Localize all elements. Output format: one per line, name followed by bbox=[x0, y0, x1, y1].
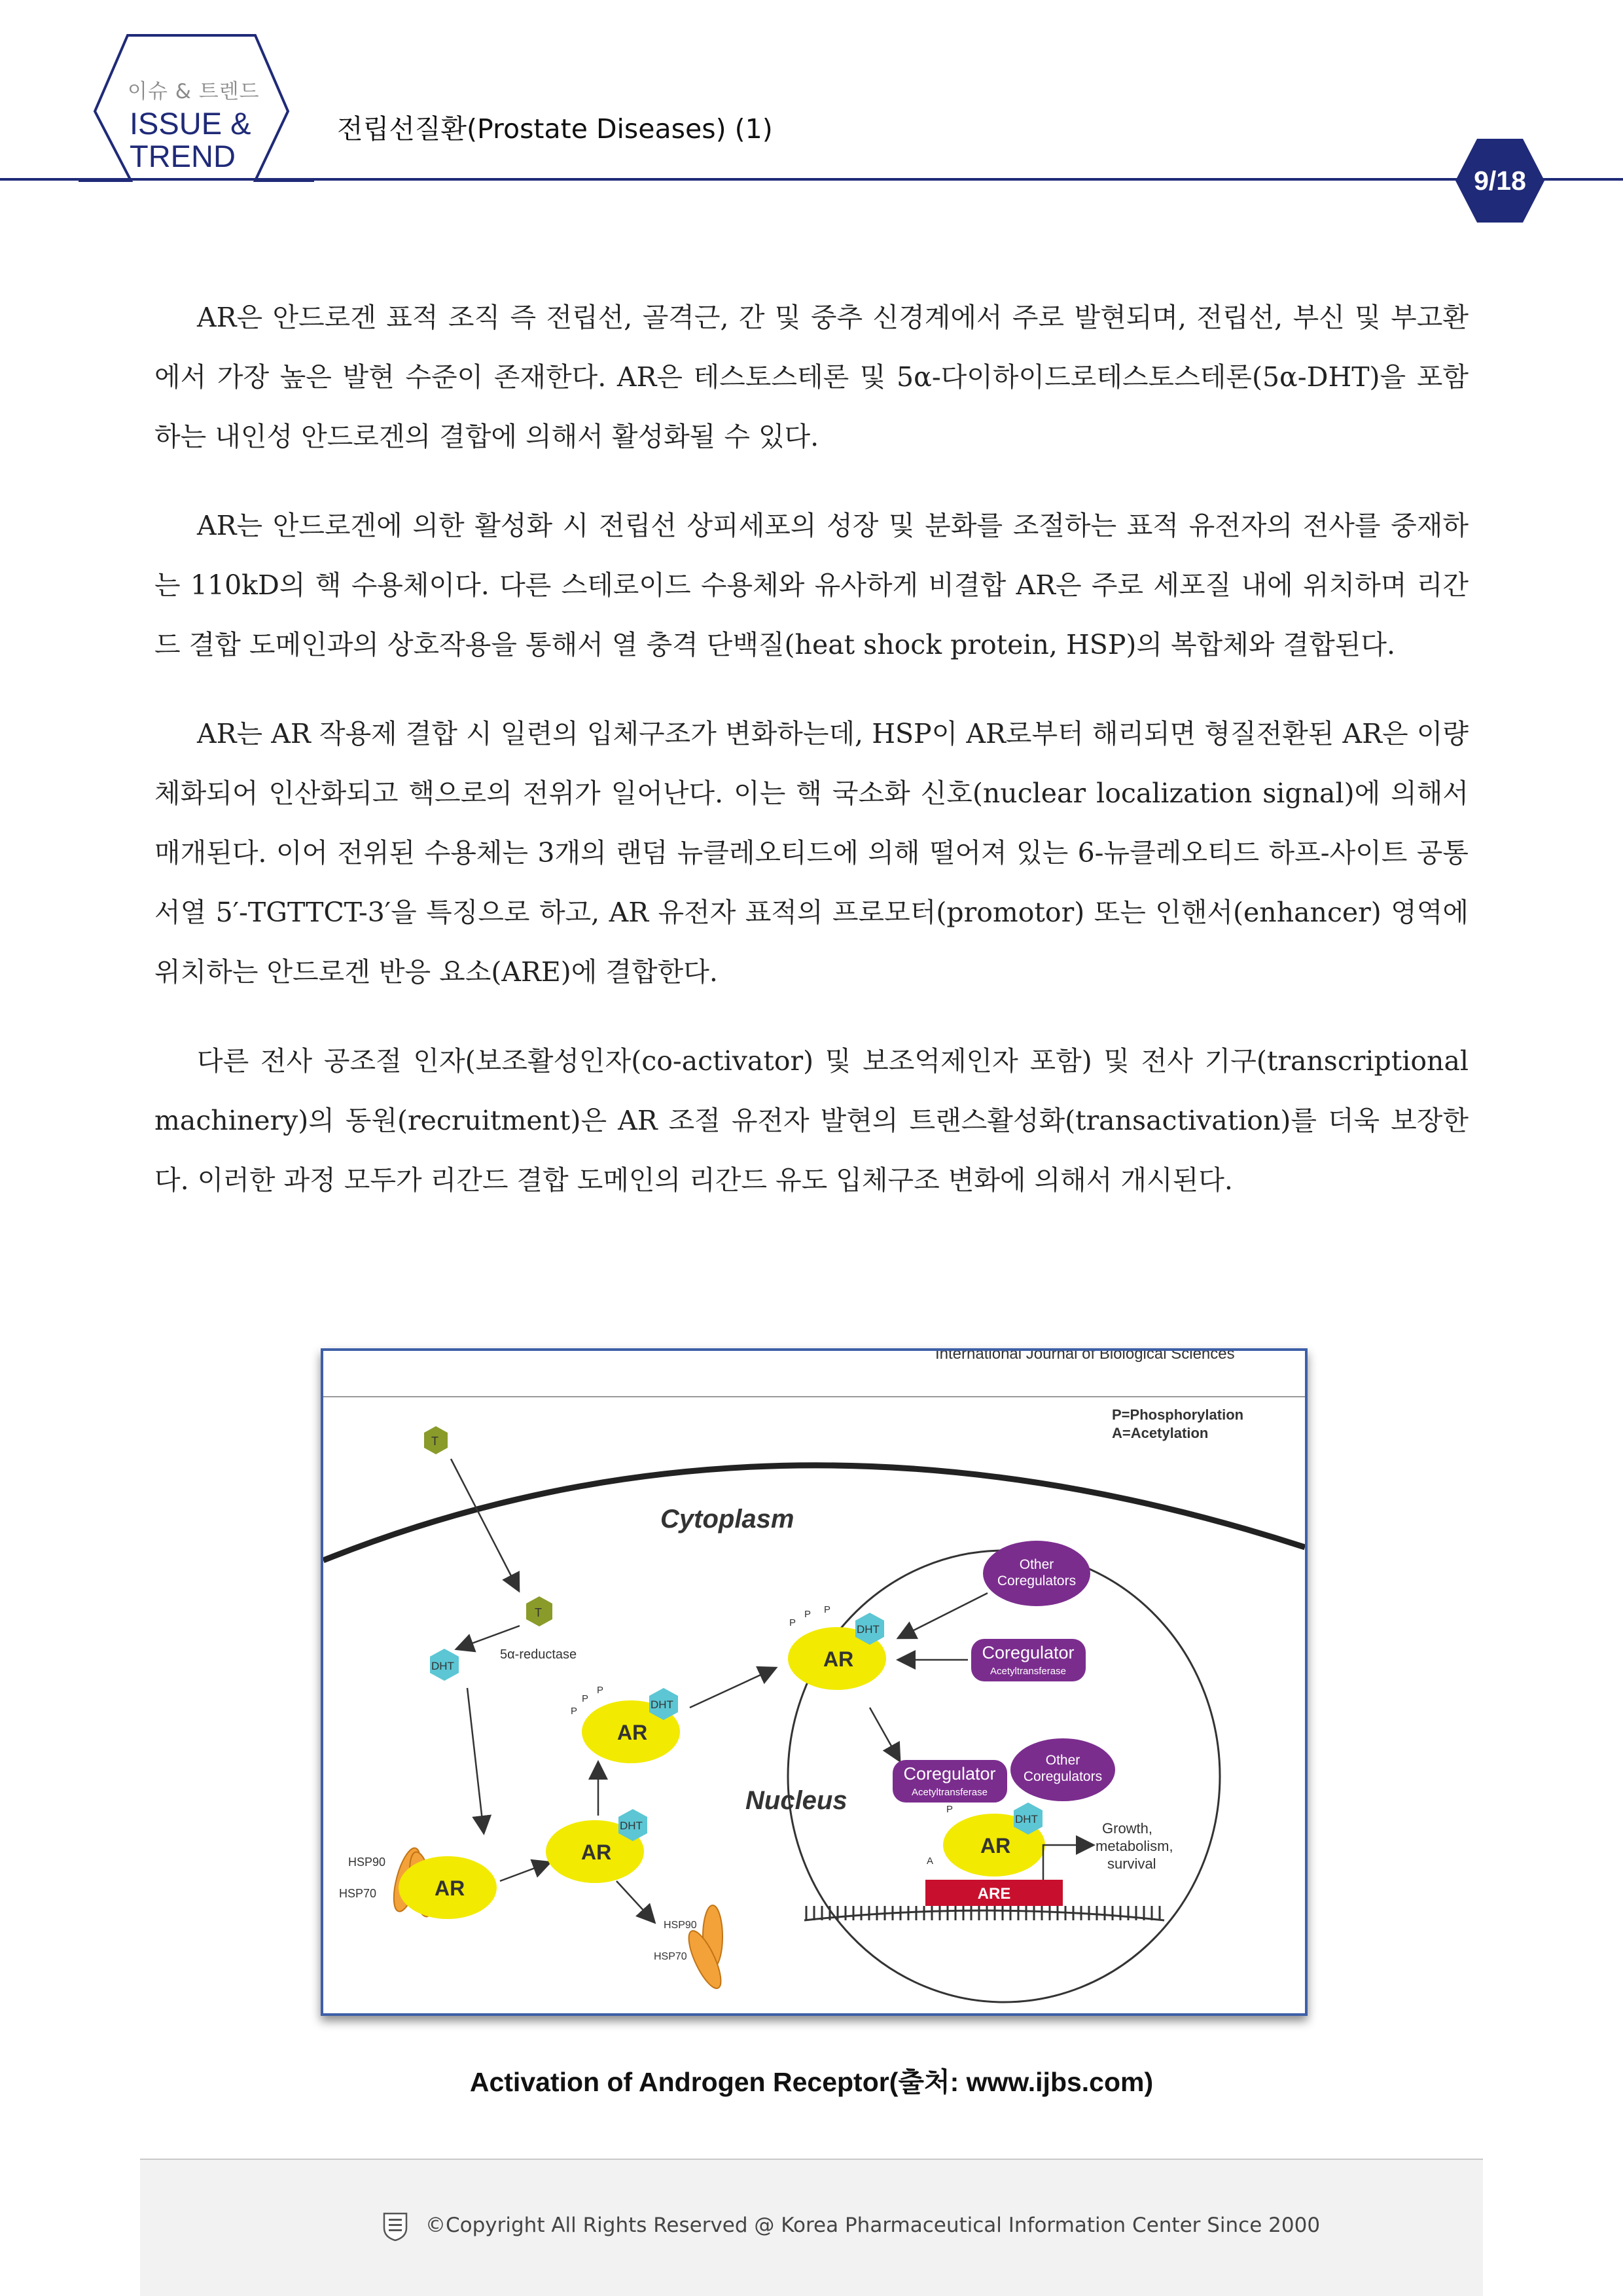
phospho-label: P bbox=[789, 1617, 796, 1628]
metabolism-label: metabolism, bbox=[1096, 1838, 1173, 1854]
logo-title-line2: TREND bbox=[130, 139, 236, 173]
legend-phosphorylation: P=Phosphorylation bbox=[1112, 1407, 1244, 1423]
shield-icon bbox=[383, 2212, 408, 2241]
coregulators-label: Coregulators bbox=[1023, 1769, 1103, 1784]
phospho-label: P bbox=[824, 1604, 831, 1615]
testosterone-label: T bbox=[431, 1435, 438, 1448]
figure-androgen-receptor bbox=[321, 1348, 1308, 2016]
testosterone-label: T bbox=[535, 1606, 542, 1619]
other-label: Other bbox=[1019, 1557, 1054, 1572]
reductase-label: 5α-reductase bbox=[500, 1647, 577, 1662]
logo-title-line1: ISSUE & bbox=[130, 106, 251, 141]
ar-label: AR bbox=[435, 1876, 465, 1900]
nucleus-label: Nucleus bbox=[745, 1786, 847, 1815]
cytoplasm-label: Cytoplasm bbox=[660, 1505, 794, 1534]
coregulators-label: Coregulators bbox=[997, 1573, 1077, 1588]
cell-membrane bbox=[323, 1465, 1305, 1560]
acetyltransferase-label: Acetyltransferase bbox=[912, 1787, 988, 1798]
hsp70-label: HSP70 bbox=[654, 1951, 687, 1962]
phospho-label: P bbox=[571, 1706, 578, 1717]
journal-name: International Journal of Biological Sciences bbox=[935, 1351, 1235, 1363]
dht-label: DHT bbox=[1015, 1813, 1038, 1825]
page-title: 전립선질환(Prostate Diseases) (1) bbox=[337, 113, 773, 145]
other-label: Other bbox=[1045, 1753, 1080, 1768]
header-rule bbox=[0, 178, 1623, 181]
dna-strand bbox=[804, 1906, 1164, 1920]
paragraph: AR는 안드로겐에 의한 활성화 시 전립선 상피세포의 성장 및 분화를 조절하는 표적 유전자의 전사를 중재하는 110kD의 핵 수용체이다. 다른 스테로이드 수용체와 유사하게 비결합 AR은 주로 세포질 내에 위치하며 리간드 결합 도메인과의 상호작용을 통해서 열 충격 단백질(heat shock protein, HSP)의 복합체와 결합된다. bbox=[154, 510, 1469, 660]
dht-label: DHT bbox=[651, 1698, 673, 1711]
copyright: ©Copyright All Rights Reserved @ Korea Pharmaceutical Information Center Since 2000 bbox=[425, 2214, 1321, 2237]
paragraph: AR는 AR 작용제 결합 시 일련의 입체구조가 변화하는데, HSP이 AR로부터 해리되면 형질전환된 AR은 이량체화되어 인산화되고 핵으로의 전위가 일어난다. 이는 핵 국소화 신호(nuclear localization signal)에 의해서 매개된다. 이어 전위된 수용체는 3개의 랜덤 뉴클레오티드에 의해 떨어져 있는 6-뉴클레오티드 하프-사이트 공통 서열 5′-TGTTCT-3′을 특징으로 하고, AR 유전자 표적의 프로모터(promotor) 또는 인핸서(enhancer) 영역에 위치하는 안드로겐 반응 요소(ARE)에 결합한다. bbox=[154, 718, 1469, 988]
dht-label: DHT bbox=[857, 1623, 880, 1636]
logo-title bbox=[130, 107, 251, 173]
ar-label: AR bbox=[581, 1840, 612, 1864]
figure-caption: Activation of Androgen Receptor(출처: www.ijbs.com) bbox=[469, 2067, 1154, 2097]
ar-label: AR bbox=[617, 1721, 648, 1744]
legend-acetylation: A=Acetylation bbox=[1112, 1425, 1209, 1441]
coregulator-label: Coregulator bbox=[903, 1764, 996, 1784]
article-body bbox=[154, 288, 1469, 1240]
logo-subtitle: 이슈 & 트렌드 bbox=[128, 80, 260, 103]
phospho-label: P bbox=[597, 1685, 604, 1696]
footer-rule bbox=[140, 2159, 1483, 2160]
hsp90-label: HSP90 bbox=[664, 1920, 697, 1931]
ar-label: AR bbox=[980, 1834, 1011, 1857]
phospho-label: P bbox=[804, 1609, 812, 1620]
acetyl-label: A bbox=[927, 1856, 934, 1867]
ar-label: AR bbox=[823, 1647, 854, 1671]
page-number: 9/18 bbox=[1474, 166, 1526, 196]
hsp70-label: HSP70 bbox=[339, 1887, 377, 1900]
are-label: ARE bbox=[977, 1885, 1011, 1903]
paragraph: AR은 안드로겐 표적 조직 즉 전립선, 골격근, 간 및 중추 신경계에서 주로 발현되며, 전립선, 부신 및 부고환에서 가장 높은 발현 수준이 존재한다. AR은 테스토스테론 및 5α-다이하이드로테스토스테론(5α-DHT)을 포함하는 내인성 안드로겐의 결합에 의해서 활성화될 수 있다. bbox=[154, 302, 1469, 452]
pathway-diagram bbox=[323, 1351, 1305, 2013]
growth-label: Growth, bbox=[1102, 1820, 1153, 1837]
dht-label: DHT bbox=[431, 1660, 454, 1672]
survival-label: survival bbox=[1107, 1856, 1156, 1872]
coregulator-label: Coregulator bbox=[982, 1643, 1075, 1662]
dht-label: DHT bbox=[620, 1820, 643, 1832]
acetyltransferase-label: Acetyltransferase bbox=[990, 1666, 1066, 1677]
paragraph: 다른 전사 공조절 인자(보조활성인자(co-activator) 및 보조억제인자 포함) 및 전사 기구(transcriptional machinery)의 동원(recruitment)은 AR 조절 유전자 발현의 트랜스활성화(transactivation)를 더욱 보장한다. 이러한 과정 모두가 리간드 결합 도메인의 리간드 유도 입체구조 변화에 의해서 개시된다. bbox=[154, 1045, 1469, 1196]
phospho-label: P bbox=[946, 1804, 954, 1815]
hsp90-label: HSP90 bbox=[348, 1856, 386, 1869]
phospho-label: P bbox=[582, 1693, 589, 1704]
